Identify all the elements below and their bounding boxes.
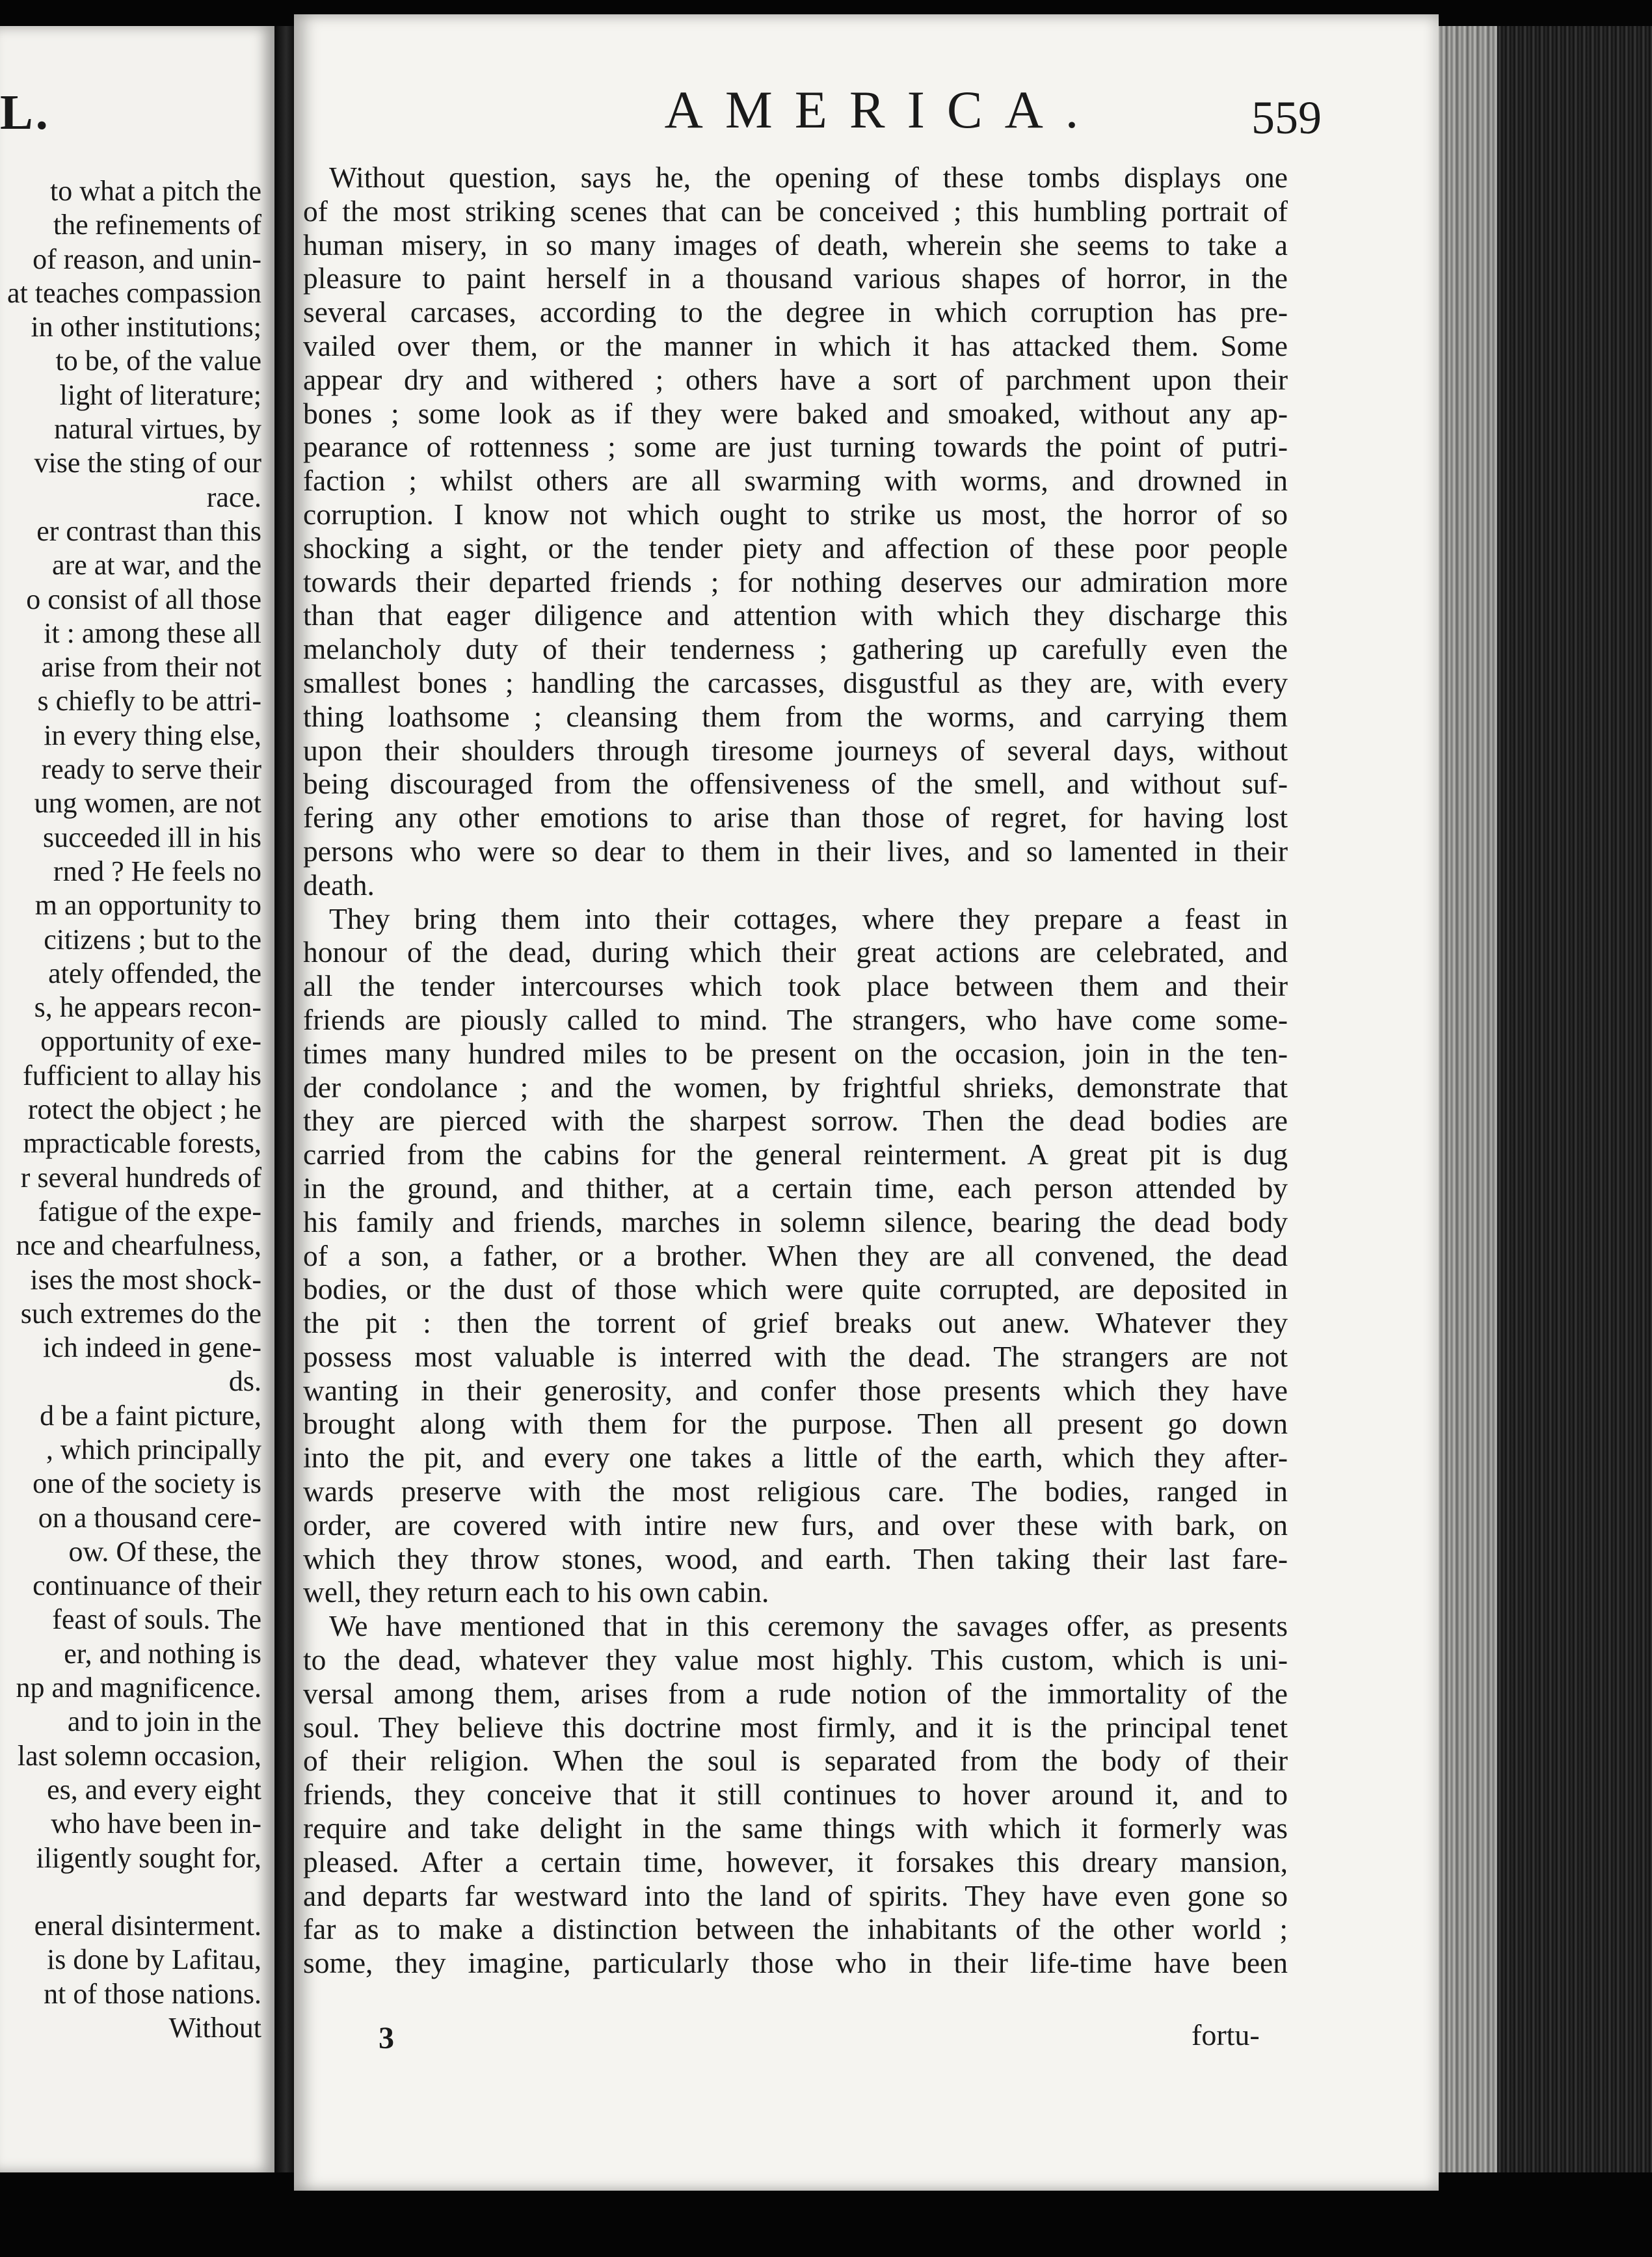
left-text-line: and to join in the xyxy=(67,1705,261,1738)
left-text-line: to be, of the value xyxy=(55,345,261,377)
text-line: of the most striking scenes that can be conceived ; this humbling portrait of xyxy=(303,194,1288,228)
text-line: versal among them, arises from a rude notion of the immortality of the xyxy=(303,1676,1288,1710)
left-text-line: mpracticable forests, xyxy=(23,1127,261,1160)
left-running-head: L. xyxy=(0,85,51,140)
text-line: being discouraged from the offensiveness of the smell, and without suf- xyxy=(303,767,1288,801)
left-text-line: rned ? He feels no xyxy=(53,855,261,887)
left-text-line: it : among these all xyxy=(44,617,261,649)
signature-mark: 3 xyxy=(379,2021,394,2055)
left-text-line: such extremes do the xyxy=(20,1297,261,1329)
page-edges xyxy=(1439,26,1652,2172)
text-line: Without question, says he, the opening of these tombs displays one xyxy=(329,161,1288,194)
left-text-line: np and magnificence. xyxy=(16,1672,261,1704)
text-line: pearance of rottenness ; some are just turning towards the point of putri- xyxy=(303,430,1288,464)
text-line: wards preserve with the most religious care. The bodies, ranged in xyxy=(303,1475,1288,1508)
left-text-line: ises the most shock- xyxy=(30,1263,261,1296)
text-line: they are pierced with the sharpest sorrow. Then the dead bodies are xyxy=(303,1104,1288,1138)
left-text-line: citizens ; but to the xyxy=(44,923,261,955)
text-line: times many hundred miles to be present on the occasion, join in the ten- xyxy=(303,1036,1288,1070)
left-text-line: rotect the object ; he xyxy=(27,1093,261,1126)
left-text-line: m an opportunity to xyxy=(34,889,261,922)
left-text-line: ately offended, the xyxy=(48,957,261,989)
left-text-line: succeeded ill in his xyxy=(42,821,261,853)
text-line: appear dry and withered ; others have a sort of parchment upon their xyxy=(303,362,1288,396)
left-text-line: iligently sought for, xyxy=(36,1841,261,1874)
left-text-line: feast of souls. The xyxy=(52,1603,261,1636)
left-text-line: last solemn occasion, xyxy=(17,1739,261,1772)
left-text-line: of reason, and unin- xyxy=(33,243,261,275)
left-text-line: ds. xyxy=(228,1365,261,1398)
text-line: corruption. I know not which ought to strike us most, the horror of so xyxy=(303,497,1288,531)
text-line: which they throw stones, wood, and earth. Then taking their last fare- xyxy=(303,1542,1288,1575)
left-text-line: d be a faint picture, xyxy=(40,1399,261,1432)
left-text-line: on a thousand cere- xyxy=(38,1501,261,1534)
left-text-line: are at war, and the xyxy=(52,549,261,581)
page-number: 559 xyxy=(1251,92,1322,144)
left-text-line: ow. Of these, the xyxy=(68,1535,261,1568)
text-line: to the dead, whatever they value most highly. This custom, which is uni- xyxy=(303,1643,1288,1677)
text-line: smallest bones ; handling the carcasses, disgustful as they are, with every xyxy=(303,665,1288,699)
running-head: AMERICA. xyxy=(664,80,1101,139)
left-text-line: fatigue of the expe- xyxy=(38,1195,261,1227)
left-text-line: in every thing else, xyxy=(44,719,261,751)
left-page xyxy=(0,26,274,2172)
left-text-line: er, and nothing is xyxy=(64,1637,261,1670)
left-text-line: s chiefly to be attri- xyxy=(37,685,261,717)
text-line: several carcases, according to the degree in which corruption has pre- xyxy=(303,295,1288,329)
text-line: the pit : then the torrent of grief breaks out anew. Whatever they xyxy=(303,1306,1288,1340)
left-text-line: ich indeed in gene- xyxy=(43,1331,261,1364)
left-text-line: er contrast than this xyxy=(36,514,261,547)
left-text-line: to what a pitch the xyxy=(49,175,261,207)
left-text-line: the refinements of xyxy=(53,209,261,241)
text-line: They bring them into their cottages, where they prepare a feast in xyxy=(329,901,1288,935)
text-line: soul. They believe this doctrine most firmly, and it is the principal tenet xyxy=(303,1710,1288,1744)
text-line: brought along with them for the purpose. Then all present go down xyxy=(303,1407,1288,1441)
text-line: persons who were so dear to them in their lives, and so lamented in their xyxy=(303,834,1288,868)
text-line: far as to make a distinction between the inhabitants of the other world ; xyxy=(303,1912,1288,1946)
left-text-line: ung women, are not xyxy=(34,787,261,820)
text-line: death. xyxy=(303,868,375,901)
text-line: vailed over them, or the manner in which it has attacked them. Some xyxy=(303,328,1288,362)
text-line: pleased. After a certain time, however, it forsakes this dreary mansion, xyxy=(303,1845,1288,1878)
text-line: into the pit, and every one takes a little of the earth, which they after- xyxy=(303,1441,1288,1475)
left-text-column xyxy=(0,174,261,2045)
left-text-line: at teaches compassion xyxy=(7,276,261,309)
text-line: all the tender intercourses which took place between them and their xyxy=(303,969,1288,1003)
left-text-line: arise from their not xyxy=(41,651,261,684)
text-line: wanting in their generosity, and confer those presents which they have xyxy=(303,1373,1288,1407)
text-line: bones ; some look as if they were baked and smoaked, without any ap- xyxy=(303,396,1288,430)
main-text-block xyxy=(303,161,1288,1980)
text-line: thing loathsome ; cleansing them from the worms, and carrying them xyxy=(303,699,1288,733)
left-text-line: opportunity of exe- xyxy=(40,1025,261,1058)
text-line: well, they return each to his own cabin. xyxy=(303,1575,769,1609)
left-text-line: light of literature; xyxy=(59,379,261,411)
text-line: some, they imagine, particularly those who in their life-time have been xyxy=(303,1946,1288,1980)
text-line: We have mentioned that in this ceremony the savages offer, as presents xyxy=(329,1609,1288,1643)
text-line: der condolance ; and the women, by frightful shrieks, demonstrate that xyxy=(303,1070,1288,1104)
text-line: and departs far westward into the land of spirits. They have even gone so xyxy=(303,1878,1288,1912)
left-text-line: race. xyxy=(206,481,261,513)
left-text-line: eneral disinterment. xyxy=(34,1910,261,1942)
text-line: order, are covered with intire new furs, and over these with bark, on xyxy=(303,1508,1288,1542)
text-line: friends, they conceive that it still continues to hover around it, and to xyxy=(303,1778,1288,1811)
text-line: shocking a sight, or the tender piety and affection of these poor people xyxy=(303,531,1288,565)
text-line: bodies, or the dust of those which were quite corrupted, are deposited in xyxy=(303,1272,1288,1306)
text-line: towards their departed friends ; for nothing deserves our admiration more xyxy=(303,565,1288,598)
text-line: human misery, in so many images of death, wherein she seems to take a xyxy=(303,228,1288,261)
text-line: pleasure to paint herself in a thousand various shapes of horror, in the xyxy=(303,261,1288,295)
text-line: faction ; whilst others are all swarming with worms, and drowned in xyxy=(303,464,1288,498)
text-line: fering any other emotions to arise than those of regret, for having lost xyxy=(303,801,1288,835)
left-text-line: in other institutions; xyxy=(31,311,261,343)
text-line: of their religion. When the soul is separated from the body of their xyxy=(303,1744,1288,1778)
text-line: require and take delight in the same things with which it formerly was xyxy=(303,1811,1288,1845)
left-text-line: o consist of all those xyxy=(26,583,261,615)
left-text-line: Without xyxy=(168,2012,261,2044)
text-line: of a son, a father, or a brother. When they are all convened, the dead xyxy=(303,1238,1288,1272)
left-text-line xyxy=(0,1875,261,1909)
left-text-line: nt of those nations. xyxy=(44,1977,261,2010)
right-page xyxy=(294,14,1439,2191)
text-line: friends are piously called to mind. The strangers, who have come some- xyxy=(303,1002,1288,1036)
left-text-line: one of the society is xyxy=(33,1467,261,1500)
left-text-line: nce and chearfulness, xyxy=(16,1229,261,1262)
text-line: his family and friends, marches in solemn silence, bearing the dead body xyxy=(303,1205,1288,1238)
book-gutter xyxy=(274,26,294,2172)
text-line: melancholy duty of their tenderness ; gathering up carefully even the xyxy=(303,632,1288,666)
left-text-line: r several hundreds of xyxy=(20,1161,261,1194)
left-text-line: who have been in- xyxy=(51,1808,261,1840)
text-line: than that eager diligence and attention with which they discharge this xyxy=(303,598,1288,632)
left-text-line: natural virtues, by xyxy=(54,413,261,446)
catchword: fortu- xyxy=(1192,2018,1260,2051)
text-line: upon their shoulders through tiresome journeys of several days, without xyxy=(303,733,1288,767)
left-text-line: s, he appears recon- xyxy=(34,991,261,1024)
left-text-line: , which principally xyxy=(46,1433,261,1465)
text-line: in the ground, and thither, at a certain time, each person attended by xyxy=(303,1171,1288,1205)
left-text-line: is done by Lafitau, xyxy=(47,1943,261,1976)
left-text-line: fufficient to allay his xyxy=(23,1059,261,1091)
left-text-line: vise the sting of our xyxy=(34,447,261,479)
text-line: possess most valuable is interred with the dead. The strangers are not xyxy=(303,1339,1288,1373)
left-text-line: continuance of their xyxy=(33,1569,261,1602)
text-line: carried from the cabins for the general reinterment. A great pit is dug xyxy=(303,1138,1288,1171)
left-text-line: ready to serve their xyxy=(41,753,261,786)
left-text-line: es, and every eight xyxy=(47,1773,261,1806)
text-line: honour of the dead, during which their great actions are celebrated, and xyxy=(303,935,1288,969)
